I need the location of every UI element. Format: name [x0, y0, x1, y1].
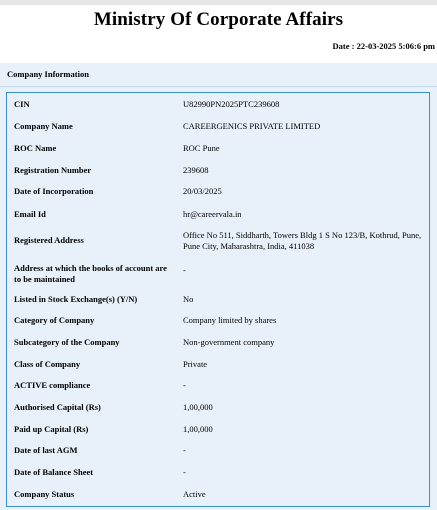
label-authorised-capital: Authorised Capital (Rs) [14, 402, 101, 412]
label-email-id: Email Id [14, 209, 46, 219]
label-date-of-incorporation: Date of Incorporation [14, 186, 94, 196]
label-last-agm: Date of last AGM [14, 445, 78, 455]
value-subcategory: Non-government company [183, 337, 275, 347]
value-roc-name: ROC Pune [183, 143, 220, 153]
label-books-address: Address at which the books of account are to be maintained [14, 263, 167, 284]
value-paid-up-capital: 1,00,000 [183, 424, 213, 434]
label-registration-number: Registration Number [14, 165, 92, 175]
value-authorised-capital: 1,00,000 [183, 402, 213, 412]
label-roc-name: ROC Name [14, 143, 57, 153]
label-balance-sheet: Date of Balance Sheet [14, 467, 94, 477]
value-date-of-incorporation: 20/03/2025 [183, 186, 222, 196]
value-cin: U82990PN2025PTC239608 [183, 99, 280, 109]
value-books-address: - [183, 265, 186, 275]
value-balance-sheet: - [183, 467, 186, 477]
label-registered-address: Registered Address [14, 235, 84, 245]
label-cin: CIN [14, 99, 30, 109]
section-title: Company Information [7, 69, 89, 79]
label-paid-up-capital: Paid up Capital (Rs) [14, 424, 89, 434]
page-title: Ministry Of Corporate Affairs [93, 9, 344, 30]
label-company-status: Company Status [14, 489, 75, 499]
label-subcategory: Subcategory of the Company [14, 337, 120, 347]
company-info-table [6, 92, 430, 507]
label-active-compliance: ACTIVE compliance [14, 380, 91, 390]
value-last-agm: - [183, 445, 186, 455]
value-registered-address: Office No 511, Siddharth, Towers Bldg 1 S No 123/B, Kothrud, Pune, Pune City, Maharashtra, India, 411038 [183, 230, 422, 251]
value-category: Company limited by shares [183, 315, 277, 325]
section-divider [0, 86, 437, 87]
label-company-name: Company Name [14, 121, 73, 131]
label-class: Class of Company [14, 359, 81, 369]
value-company-name: CAREERGENICS PRIVATE LIMITED [183, 121, 321, 131]
value-listed: No [183, 294, 194, 304]
value-class: Private [183, 359, 208, 369]
value-email-id: hr@careervala.in [183, 209, 242, 219]
value-company-status: Active [183, 489, 206, 499]
value-active-compliance: - [183, 380, 186, 390]
report-date: Date : 22-03-2025 5:06:6 pm [332, 41, 435, 51]
label-category: Category of Company [14, 315, 95, 325]
value-registration-number: 239608 [183, 165, 209, 175]
top-bar [0, 0, 437, 5]
label-listed: Listed in Stock Exchange(s) (Y/N) [14, 294, 138, 304]
